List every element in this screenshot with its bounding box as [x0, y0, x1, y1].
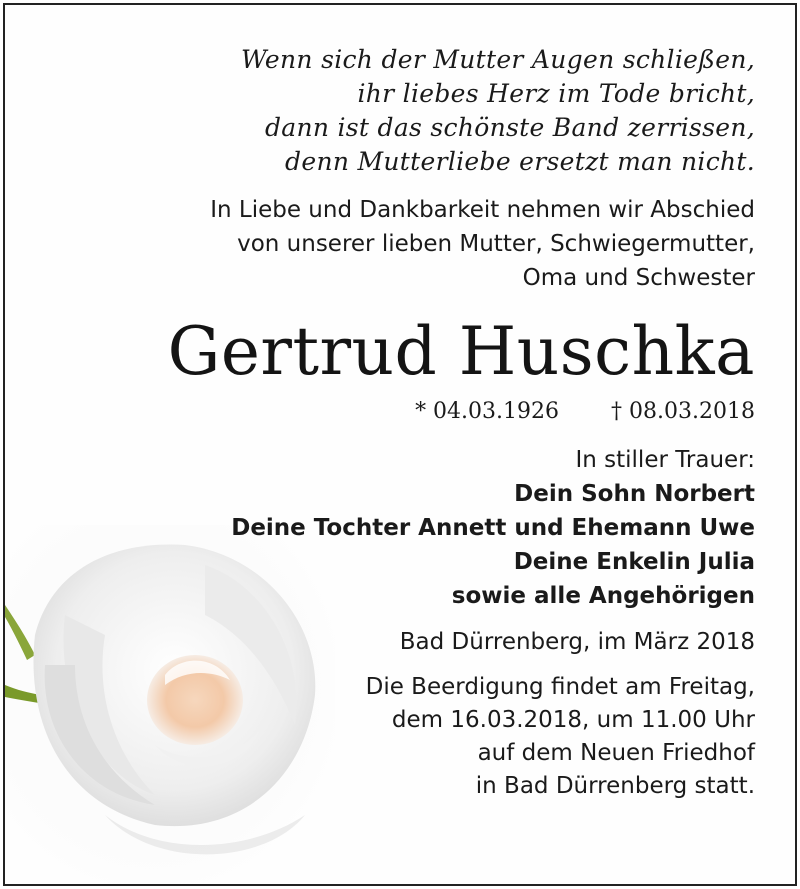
- mourners-heading: In stiller Trauer:: [575, 447, 755, 473]
- intro-line: von unserer lieben Mutter, Schwiegermutter,: [237, 231, 755, 257]
- mourner-name: sowie alle Angehörigen: [451, 583, 755, 609]
- funeral-info: [55, 671, 755, 803]
- mourner-name: Deine Enkelin Julia: [513, 549, 755, 575]
- funeral-line: Die Beerdigung findet am Freitag,: [365, 674, 755, 700]
- funeral-line: dem 16.03.2018, um 11.00 Uhr: [391, 707, 755, 733]
- birth-date: * 04.03.1926: [415, 399, 560, 424]
- poem-line: dann ist das schönste Band zerrissen,: [264, 113, 755, 142]
- death-date: † 08.03.2018: [611, 399, 755, 424]
- life-dates: [55, 397, 755, 427]
- farewell-intro: [55, 193, 755, 295]
- deceased-name: Gertrud Huschka: [167, 313, 755, 390]
- funeral-line: in Bad Dürrenberg statt.: [475, 773, 755, 799]
- mourner-name: Deine Tochter Annett und Ehemann Uwe: [231, 515, 755, 541]
- poem-line: Wenn sich der Mutter Augen schließen,: [240, 45, 755, 74]
- poem-line: ihr liebes Herz im Tode bricht,: [357, 79, 755, 108]
- obituary-card: [3, 3, 797, 886]
- poem-line: denn Mutterliebe ersetzt man nicht.: [285, 147, 755, 176]
- intro-line: Oma und Schwester: [522, 265, 755, 291]
- mourners-list: [55, 477, 755, 613]
- mourner-name: Dein Sohn Norbert: [514, 481, 755, 507]
- obituary-text: [55, 5, 755, 803]
- intro-line: In Liebe und Dankbarkeit nehmen wir Abschied: [210, 197, 755, 223]
- place-date: Bad Dürrenberg, im März 2018: [399, 629, 755, 655]
- funeral-line: auf dem Neuen Friedhof: [477, 740, 755, 766]
- poem: [55, 43, 755, 179]
